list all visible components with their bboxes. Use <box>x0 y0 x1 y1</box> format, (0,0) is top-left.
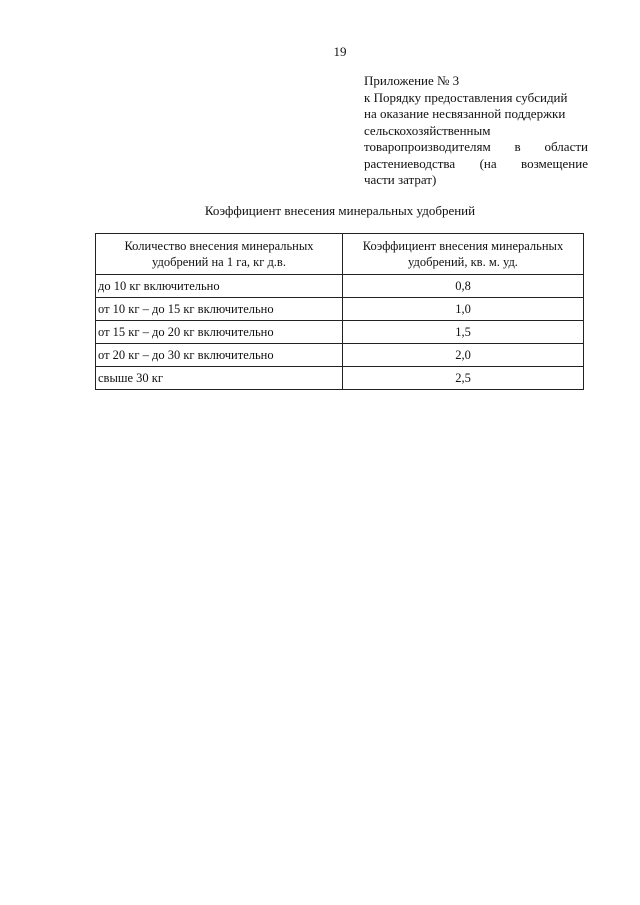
table-row <box>96 344 584 367</box>
coefficient-cell: 1,5 <box>343 321 584 344</box>
appendix-word: растениеводства <box>364 155 456 171</box>
table-header-row <box>96 234 584 275</box>
table-title: Коэффициент внесения минеральных удобрений <box>204 203 476 218</box>
table-row <box>96 275 584 298</box>
header-coefficient: Коэффициент внесения минеральных удобрений, кв. м. уд. <box>343 234 584 275</box>
coefficient-cell: 0,8 <box>343 275 584 298</box>
appendix-block <box>364 73 588 189</box>
appendix-line-2: на оказание несвязанной поддержки <box>364 106 566 121</box>
range-cell: от 10 кг – до 15 кг включительно <box>96 298 343 321</box>
table-row <box>96 321 584 344</box>
coefficient-table <box>95 233 584 390</box>
appendix-word: (на <box>479 155 497 171</box>
appendix-line-4 <box>364 139 588 156</box>
coefficient-cell: 1,0 <box>343 298 584 321</box>
appendix-line-1: к Порядку предоставления субсидий <box>364 89 568 105</box>
table-row <box>96 367 584 390</box>
appendix-line-3: сельскохозяйственным <box>364 122 491 138</box>
appendix-word: товаропроизводителям <box>364 139 491 154</box>
appendix-word: в <box>514 139 521 154</box>
appendix-word: возмещение <box>521 155 588 171</box>
appendix-line-6: части затрат) <box>364 172 437 187</box>
table-row <box>96 298 584 321</box>
appendix-line-5 <box>364 156 588 173</box>
coefficient-cell: 2,0 <box>343 344 584 367</box>
range-cell: свыше 30 кг <box>96 367 343 390</box>
appendix-title: Приложение № 3 <box>364 73 460 88</box>
header-quantity: Количество внесения минеральных удобрений на 1 га, кг д.в. <box>96 234 343 275</box>
range-cell: до 10 кг включительно <box>96 275 343 298</box>
appendix-word: области <box>544 139 588 154</box>
range-cell: от 15 кг – до 20 кг включительно <box>96 321 343 344</box>
page-number: 19 <box>333 44 347 59</box>
coefficient-cell: 2,5 <box>343 367 584 390</box>
range-cell: от 20 кг – до 30 кг включительно <box>96 344 343 367</box>
